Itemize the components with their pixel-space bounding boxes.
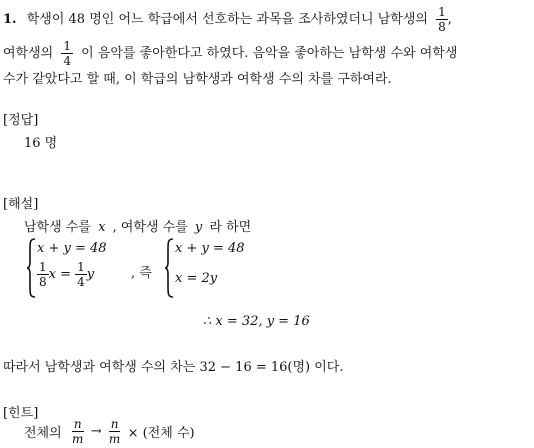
question-line-1 [3,6,452,33]
solution-header: [해설] [3,197,39,212]
fraction-one-quarter [75,261,87,288]
question-number: 1. [3,12,17,27]
hint-text: 전체의 [24,426,62,441]
eq-end: y [86,267,95,282]
intro-text-b: , 여학생 수를 [112,220,188,235]
eq-middle: x = [48,267,71,282]
answer-header: [정답] [3,113,39,128]
system1-eq2 [37,261,94,288]
fraction-numerator: 1 [77,260,85,274]
left-brace-icon [164,238,174,298]
connector-text: , 즉 [131,266,152,281]
question-text-1: 학생이 48 명인 어느 학급에서 선호하는 과목을 조사하였더니 남학생의 [26,12,428,27]
fraction-one-eighth [436,6,448,33]
fraction-numerator: 1 [438,5,446,19]
solution-intro [24,216,251,235]
system1-eq1: x + y = 48 [37,241,107,256]
system2-eq1: x + y = 48 [175,241,245,256]
fraction-denominator: 8 [39,275,47,289]
question-text-2a: 여학생의 [3,46,54,61]
fraction-numerator: 1 [63,39,72,53]
fraction-denominator: 4 [77,275,85,289]
question-line-2 [3,40,457,67]
arrow-icon: → [90,424,102,439]
hint-header: [힌트] [3,406,39,421]
answer-value: 16 명 [24,136,58,151]
fraction-denominator: 8 [438,20,446,34]
fraction-numerator: n [110,417,119,431]
fraction-numerator: 1 [39,260,47,274]
fraction-numerator: n [73,417,82,431]
question-comma: , [447,12,452,27]
fraction-n-over-m [109,418,121,445]
conclusion-line: 따라서 남학생과 여학생 수의 차는 32 − 16 = 16(명) 이다. [3,360,344,375]
question-line-3: 수가 같았다고 할 때, 이 학급의 남학생과 여학생 수의 차를 구하여라. [3,72,392,87]
hint-line [24,418,195,445]
therefore-line: ∴ x = 32, y = 16 [203,314,310,329]
intro-text-a: 남학생 수를 [24,220,91,235]
question-text-2b: 이 음악를 좋아한다고 하였다. 음악을 좋아하는 남학생 수와 여학생 [81,46,458,61]
fraction-n-over-m [72,418,84,445]
fraction-one-eighth [37,261,49,288]
fraction-one-quarter [61,40,73,67]
var-x: x [98,220,106,235]
fraction-denominator: m [72,432,84,446]
system2-eq2: x = 2y [175,271,218,286]
intro-text-c: 라 하면 [209,220,252,235]
var-y: y [194,220,203,235]
hint-tail: × (전체 수) [127,426,195,441]
left-brace-icon [26,238,36,298]
fraction-denominator: 4 [63,54,72,68]
fraction-denominator: m [108,432,121,446]
